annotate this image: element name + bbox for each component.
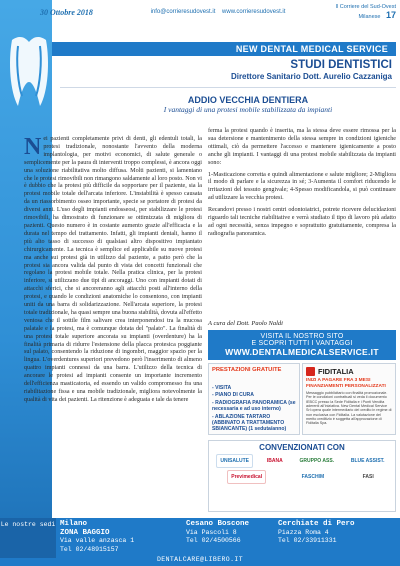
header-site[interactable]: www.corrieresudovest.it xyxy=(222,9,286,15)
article-headline: ADDIO VECCHIA DENTIERA xyxy=(187,95,309,105)
visit-line-1: VISITA IL NOSTRO SITO xyxy=(260,333,344,340)
fiditalia-mark-icon xyxy=(306,367,315,376)
partner-logo-previmedical: Previmedical xyxy=(227,470,266,484)
partner-logo-faschim: FASCHIM xyxy=(301,474,325,480)
header-email[interactable]: info@corrieresudovest.it xyxy=(150,9,216,15)
fiditalia-brand: FIDITALIA xyxy=(318,367,354,376)
free-services-box xyxy=(208,363,300,435)
location-pero xyxy=(278,520,396,546)
conventions-logos xyxy=(209,452,395,486)
location-zone: ZONA BAGGIO xyxy=(60,528,110,537)
article-subhead: I vantaggi di una protesi mobile stabilizzata da impianti xyxy=(163,105,333,114)
footer-sedi-label: Le nostre sedi xyxy=(0,518,56,558)
financing-promo: INIZI A PAGARE FRA 3 MESI FINANZIAMENTI PERSONALIZZATI xyxy=(306,378,386,389)
visit-line-2: E SCOPRI TUTTI I VANTAGGI xyxy=(251,340,353,347)
article-author: A cura del Dott. Paolo Naldi xyxy=(208,320,283,327)
article-column-2 xyxy=(208,128,396,243)
partner-logo-unisalute: UNISALUTE xyxy=(216,454,253,468)
location-tel[interactable]: Tel 02/48915157 xyxy=(60,545,119,553)
divider xyxy=(60,87,396,88)
page-number: 17 xyxy=(385,10,396,20)
conventions-box xyxy=(208,440,396,512)
footer-email[interactable]: DENTALCARE@LIBERO.IT xyxy=(156,556,243,563)
list-item: - VISITA xyxy=(212,385,232,391)
list-item: - ABLAZIONE TARTARO (ABBINATO A TRATTAMENTO SBIANCANTE) (1 seduta/anno) xyxy=(212,413,287,433)
location-city: Milano xyxy=(60,520,88,528)
location-address: Piazza Roma 4 xyxy=(278,528,329,536)
partner-logo-blue-assistance: BLUE ASSIST. xyxy=(350,458,385,464)
location-cesano xyxy=(186,520,272,546)
location-city: Cesano Boscone xyxy=(186,520,250,528)
masthead-small: Il Corriere del Sud-Ovest Milanese xyxy=(335,4,396,20)
issue-date: 30 Ottobre 2018 xyxy=(40,7,93,17)
list-item: - PIANO DI CURA xyxy=(212,392,254,399)
financing-fineprint: Messaggio pubblicitario con finalità promozionale. Per le condizioni contrattuali si veda il documento IEBCC presso la Sede Fiditalia e i Punti Vendita aderenti all'iniziativa. New Dental Medical Service Srl opera quale intermediario del credito in regime di non esclusiva con Fiditalia. La valutazione del merito creditizio è soggetta all'approvazione di Fiditalia Spa. xyxy=(306,391,392,426)
article-col2-p3: Recandovi presso i nostri centri odontoiatrici, potrete ricevere delucidazioni riguardo tali tecniche riabilitative e verrà studiato il tipo di lavoro più adatto ad ogni necessità, senza impegno e soprattutto gratuitamente, compresa la radiografia panoramica. xyxy=(208,207,396,237)
article-column-1 xyxy=(24,136,202,405)
location-city: Cerchiate di Pero xyxy=(278,520,355,528)
location-tel[interactable]: Tel 02/4500566 xyxy=(186,537,241,544)
footer xyxy=(0,518,400,566)
location-address: Via Pascoli 8 xyxy=(186,528,237,536)
list-item: - RADIOGRAFIA PANORAMICA (se necessaria e ad uso interno) xyxy=(212,399,296,413)
visit-url[interactable]: WWW.DENTALMEDICALSERVICE.IT xyxy=(225,347,379,357)
location-milano xyxy=(60,520,180,554)
partner-logo-gruppo: GRUPPO ASS. xyxy=(299,458,335,464)
conventions-title: CONVENZIONATI CON xyxy=(259,443,345,452)
service-title-bar: NEW DENTAL MEDICAL SERVICE xyxy=(52,42,396,56)
free-services-list xyxy=(212,385,296,433)
article-col1-text: ei pazienti completamente privi di denti, gli edentuli totali, la protesi tradizionale, nonostante l'avvento della moderna implantologia, per motivi economici, di salute generale o semplicemente per la paura di interventi troppo complessi, è ancora oggi una soluzione riabilitativa molto diffusa. Molti pazienti, si lamentano che le protesi rimovibili non rimangono saldamente al loro posto. Non vi è dubbio che la protesi più difficile da sopportare per il paziente, sia la protesi mobile totale dell'arcata inferiore. L'instabilità è spesso causata da un riassorbimento osseo importante, specie se portatore di protesi da diversi anni. L'uso degli impianti endosseosi, per stabilizzare le protesi rimovibili, ha dimostrato di funzionare se ottimizzata di migliora di pazienti. Questo numero è in costante aumento grazie all'efficacia e la durata nel tempo del trattamento. Infatti, gli impianti dentali, hanno il più alto tasso di successo di qualsiasi altro dispositivo impiantato chirurgicamente. La tecnica è semplice ed applicabile su nuove protesi ma anche sui protesi già in utilizzo dal paziente, a patto però che la protesi sia ancora valida dal punto di vista dei concetti funzionali che regolano la protesi mobile totale. Nella pratica clinica, per la protesi inferiore, si utilizzano due tipi di ancoraggi. Uno con impianti dotati di attacchi sferici, che si ancoreranno agli attacchi posti all'interno della protesi, e quando le condizioni anatomiche lo consentono, con impianti uniti da una barra di solidarizzazione. Nell'arcata superiore, la protesi totale tradizionale, ha quasi sempre una buona stabilità, dovuta all'effetto ventosa che il sottile film salivare crea interponendosi tra la mucosa palatale e la protesi, ma è comunque dotata del "palato". La finalità di una protesi totale superiore ancorata su impianti (overdenture) ha la finalità primaria di ridurre l'estensione della placca protesica poggiante sul palato, consentendo la riduzione di ingombri, maggior spazio per la lingua. L'overdentures superiori prevedono però l'inserimento di almeno quattro impianti connessi da una barra. L'utilizzo della tecnica di ancorare le protesi ad impianti consente un importante incremento dell'efficienza masticatoria, ed essendo un valido compromesso fra una riabilitazione fissa e una mobile tradizionale, migliora notevolmente la qualità di vita dei pazienti. La ritenzione è adeguata e tale da tenere xyxy=(24,136,202,403)
partner-logo-fasi: FASI xyxy=(362,474,374,480)
free-services-title: PRESTAZIONI GRATUITE xyxy=(212,367,282,373)
studio-heading xyxy=(231,59,392,81)
location-tel[interactable]: Tel 02/33911331 xyxy=(278,537,337,544)
drop-cap: N xyxy=(24,134,42,160)
dental-logo-icon xyxy=(6,32,52,112)
studio-director: Direttore Sanitario Dott. Aurelio Cazzaniga xyxy=(230,72,392,81)
financing-box xyxy=(302,363,396,435)
article-col2-p1: ferma la protesi quando è inserita, ma la stessa deve essere rimossa per la sua detersione e mantenimento della stessa sempre in condizioni igieniche ottimali, ciò da permettere l'accesso e mantenere igienicamente a posto anche gli impianti. I vantaggi di una protesi mobile stabilizzata da impianti sono: xyxy=(208,128,396,166)
partner-logo-ibana: IBANA xyxy=(266,458,283,464)
article-col2-p2: 1-Masticazione corretta e quindi alimentazione e salute migliore; 2-Migliora il modo di parlare e la sicurezza in sé; 3-Aumenta il comfort riducendo le irritazioni del tessuto gengivale; 4-Spesso modificandola, si può continuare ad utilizzare la vecchia protesi. xyxy=(208,171,396,202)
article-header xyxy=(100,95,396,114)
top-header xyxy=(40,2,396,22)
location-address: Via valle anzasca 1 xyxy=(60,537,135,544)
fiditalia-logo xyxy=(306,367,392,376)
studio-title: STUDI DENTISTICI xyxy=(290,59,392,71)
visit-site-banner[interactable] xyxy=(208,330,396,360)
